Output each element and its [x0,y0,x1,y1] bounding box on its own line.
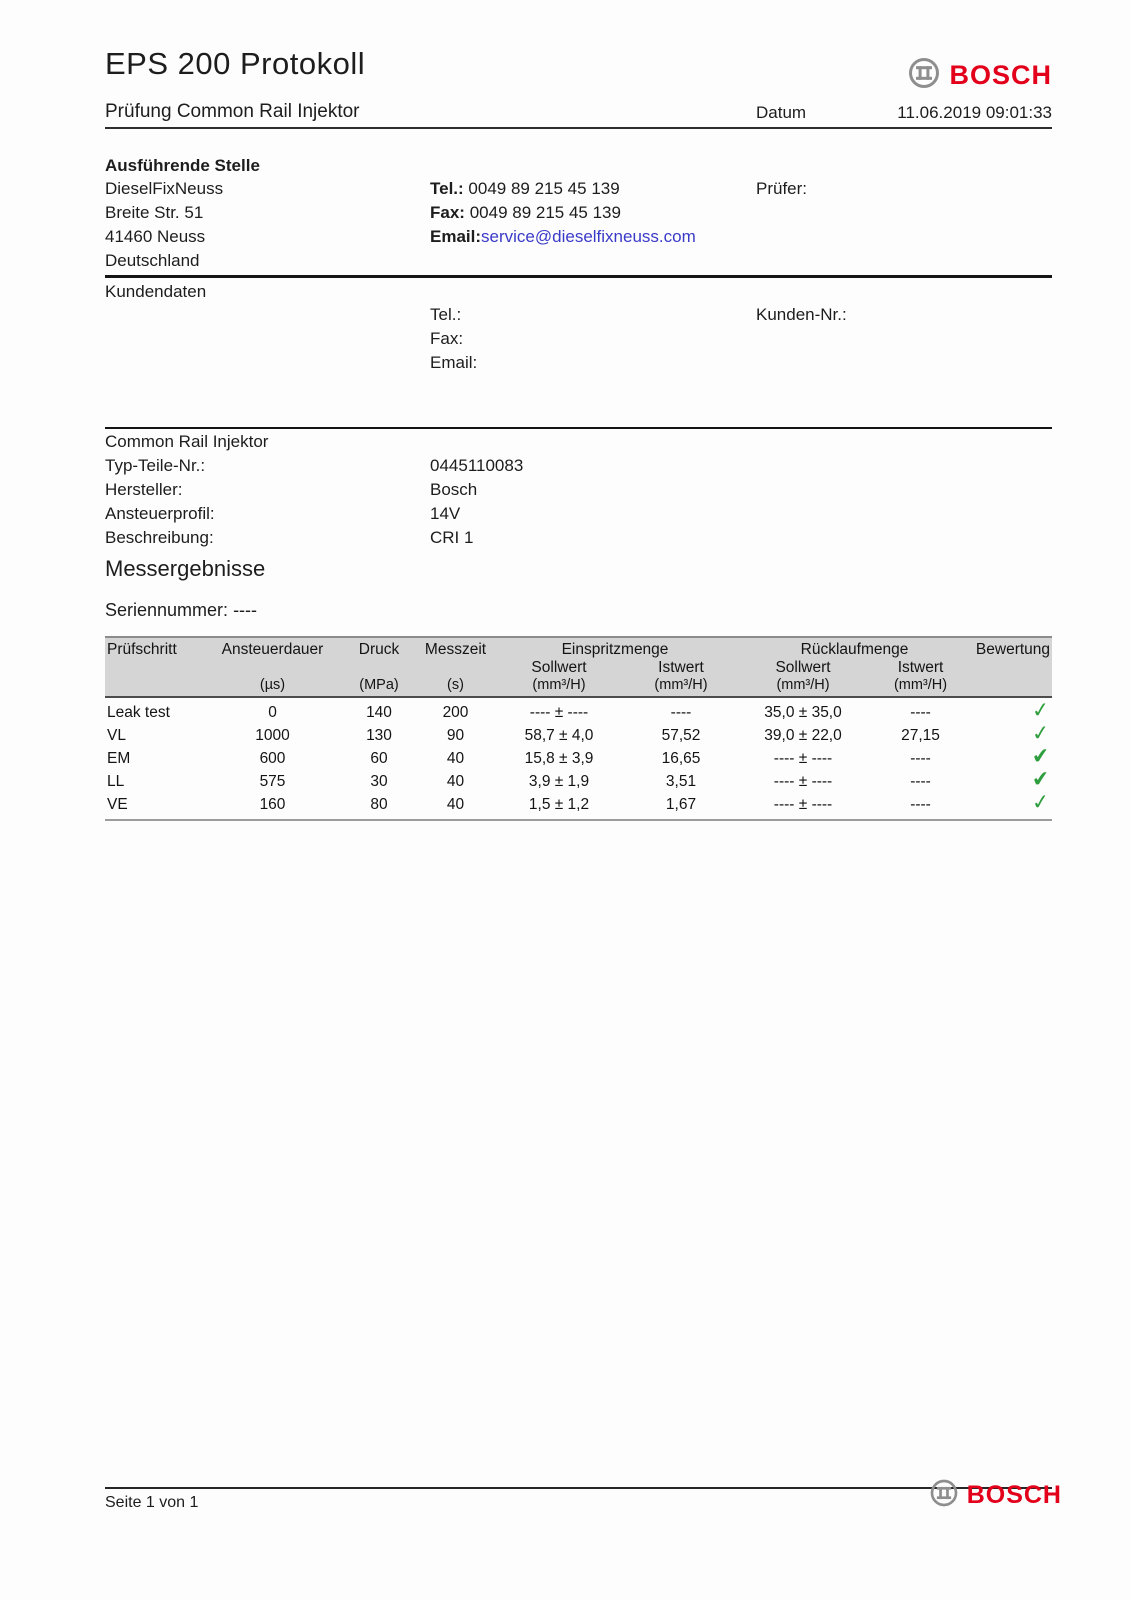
cell-duration: 575 [259,772,286,790]
office-city: 41460 Neuss [105,227,206,246]
header-divider [105,127,1052,129]
cell-ret-target: 39,0 ± 22,0 [764,726,842,744]
customer-email-label: Email: [430,353,478,372]
table-row [105,793,1052,820]
office-fax-value: 0049 89 215 45 139 [469,203,621,222]
bosch-armature-icon [906,55,942,96]
subheader-inj-target: Sollwert [493,659,625,677]
cell-rating [972,766,1052,793]
executing-office-heading: Ausführende Stelle [105,156,260,175]
office-name: DieselFixNeuss [105,179,224,198]
cell-duration: 600 [259,749,286,767]
cell-step: Leak test [107,703,170,721]
table-row [105,747,1052,770]
col-header-step: Prüfschritt [105,637,205,659]
injector-row-value: Bosch [430,480,478,499]
results-heading: Messergebnisse [105,556,266,581]
injector-row-label: Beschreibung: [105,528,214,547]
cell-rating [972,743,1052,770]
cell-inj-actual: 1,67 [625,793,737,820]
bosch-logo [906,55,1052,96]
injector-labels [105,454,215,550]
col-header-duration: Ansteuerdauer [205,637,340,659]
pass-check-icon: ✔ [1031,743,1052,769]
serial-label: Seriennummer: [105,600,229,620]
report-subtitle: Prüfung Common Rail Injektor [105,101,360,122]
customer-contact [430,303,477,375]
office-tel-value: 0049 89 215 45 139 [468,179,620,198]
section-divider-customer [105,275,1052,278]
cell-ret-target: ---- ± ---- [773,772,833,790]
cell-inj-actual: 3,51 [665,772,697,790]
cell-step: EM [107,749,131,767]
cell-rating [972,697,1052,724]
injector-row-value: 14V [430,504,461,523]
header-spacer [340,659,418,677]
cell-time: 90 [446,726,465,744]
executing-office-contact [430,177,696,249]
cell-ret-target: ---- ± ---- [773,749,833,767]
office-email-link[interactable]: service@dieselfixneuss.com [481,227,696,246]
subheader-ret-actual: Istwert [869,659,972,677]
office-tel-row [430,177,696,201]
serial-number-line [105,600,257,621]
cell-step: LL [107,772,125,790]
cell-ret-actual: ---- [910,703,931,721]
results-table [105,636,1052,821]
col-header-return: Rücklaufmenge [737,637,972,659]
cell-ret-actual: 27,15 [901,726,940,744]
cell-rating [972,720,1052,747]
cell-duration: 160 [205,793,340,820]
bosch-wordmark: BOSCH [949,60,1052,90]
col-header-pressure: Druck [340,637,418,659]
office-email-row [430,225,696,249]
office-tel-label: Tel.: [430,179,464,198]
page-number: Seite 1 von 1 [105,1494,199,1511]
subheader-ret-target: Sollwert [737,659,869,677]
cell-pressure: 80 [340,793,418,820]
header-spacer [972,659,1052,677]
cell-inj-target: ---- ± ---- [529,703,589,721]
cell-ret-actual: ---- [910,772,931,790]
section-divider-injector [105,427,1052,429]
cell-inj-target: 1,5 ± 1,2 [493,793,625,820]
header-spacer [972,677,1052,697]
office-fax-label: Fax: [430,203,465,222]
office-country: Deutschland [105,251,200,270]
header-spacer [105,659,205,677]
office-email-label: Email: [430,227,482,246]
injector-row-value: 0445110083 [430,456,524,475]
bosch-wordmark: BOSCH [966,1481,1062,1509]
cell-inj-actual: 57,52 [661,726,701,744]
unit-ret-actual: (mm³/H) [869,677,972,697]
examiner-label: Prüfer: [756,179,808,198]
cell-inj-target: 3,9 ± 1,9 [528,772,590,790]
serial-value: ---- [233,600,258,620]
unit-time: (s) [418,677,493,697]
cell-time: 200 [442,703,469,721]
table-row [105,770,1052,793]
cell-time: 40 [446,772,465,790]
cell-pressure: 140 [366,703,392,721]
cell-time: 40 [446,749,465,767]
header-spacer [105,677,205,697]
cell-ret-target: 35,0 ± 35,0 [764,703,842,721]
table-row [105,724,1052,747]
cell-ret-actual: ---- [869,793,972,820]
unit-inj-actual: (mm³/H) [625,677,737,697]
header-spacer [205,659,340,677]
cell-ret-target: ---- ± ---- [737,793,869,820]
injector-row-label: Typ-Teile-Nr.: [105,456,206,475]
office-fax-row [430,201,696,225]
customer-fax-label: Fax: [430,329,464,348]
customer-heading: Kundendaten [105,282,207,301]
cell-ret-actual: ---- [910,749,931,767]
date-label: Datum [756,103,807,122]
page-title: EPS 200 Protokoll [105,46,366,81]
date-value: 11.06.2019 09:01:33 [897,103,1052,122]
cell-step: VE [105,793,205,820]
col-header-time: Messzeit [418,637,493,659]
cell-inj-target: 58,7 ± 4,0 [524,726,594,744]
cell-time: 40 [418,793,493,820]
pass-check-icon: ✓ [1031,720,1052,746]
cell-inj-actual: ---- [670,703,692,721]
unit-duration: (µs) [205,677,340,697]
pass-check-icon: ✓ [1031,789,1052,815]
subheader-inj-actual: Istwert [625,659,737,677]
pass-check-icon: ✔ [1031,766,1052,792]
cell-rating [972,789,1052,820]
col-header-rating: Bewertung [972,637,1052,659]
injector-values [430,454,523,550]
cell-pressure: 130 [366,726,392,744]
cell-inj-actual: 16,65 [661,749,701,767]
cell-pressure: 30 [370,772,388,790]
footer-divider [105,1487,1052,1489]
cell-pressure: 60 [370,749,388,767]
injector-row-value: CRI 1 [430,528,474,547]
injector-row-label: Hersteller: [105,480,183,499]
cell-duration: 0 [268,703,277,721]
injector-heading: Common Rail Injektor [105,432,269,451]
office-street: Breite Str. 51 [105,203,204,222]
header-spacer [418,659,493,677]
col-header-injection: Einspritzmenge [493,637,737,659]
cell-step: VL [107,726,126,744]
pass-check-icon: ✓ [1031,697,1052,723]
unit-pressure: (MPa) [340,677,418,697]
customer-tel-label: Tel.: [430,305,462,324]
unit-inj-target: (mm³/H) [493,677,625,697]
injector-row-label: Ansteuerprofil: [105,504,215,523]
customer-no-label: Kunden-Nr.: [756,305,847,324]
executing-office-address [105,177,223,273]
bosch-logo-footer [928,1477,1062,1514]
bosch-armature-icon [928,1477,960,1514]
cell-duration: 1000 [255,726,290,744]
unit-ret-target: (mm³/H) [737,677,869,697]
cell-inj-target: 15,8 ± 3,9 [524,749,594,767]
results-table-header [105,637,1052,697]
table-row [105,697,1052,724]
